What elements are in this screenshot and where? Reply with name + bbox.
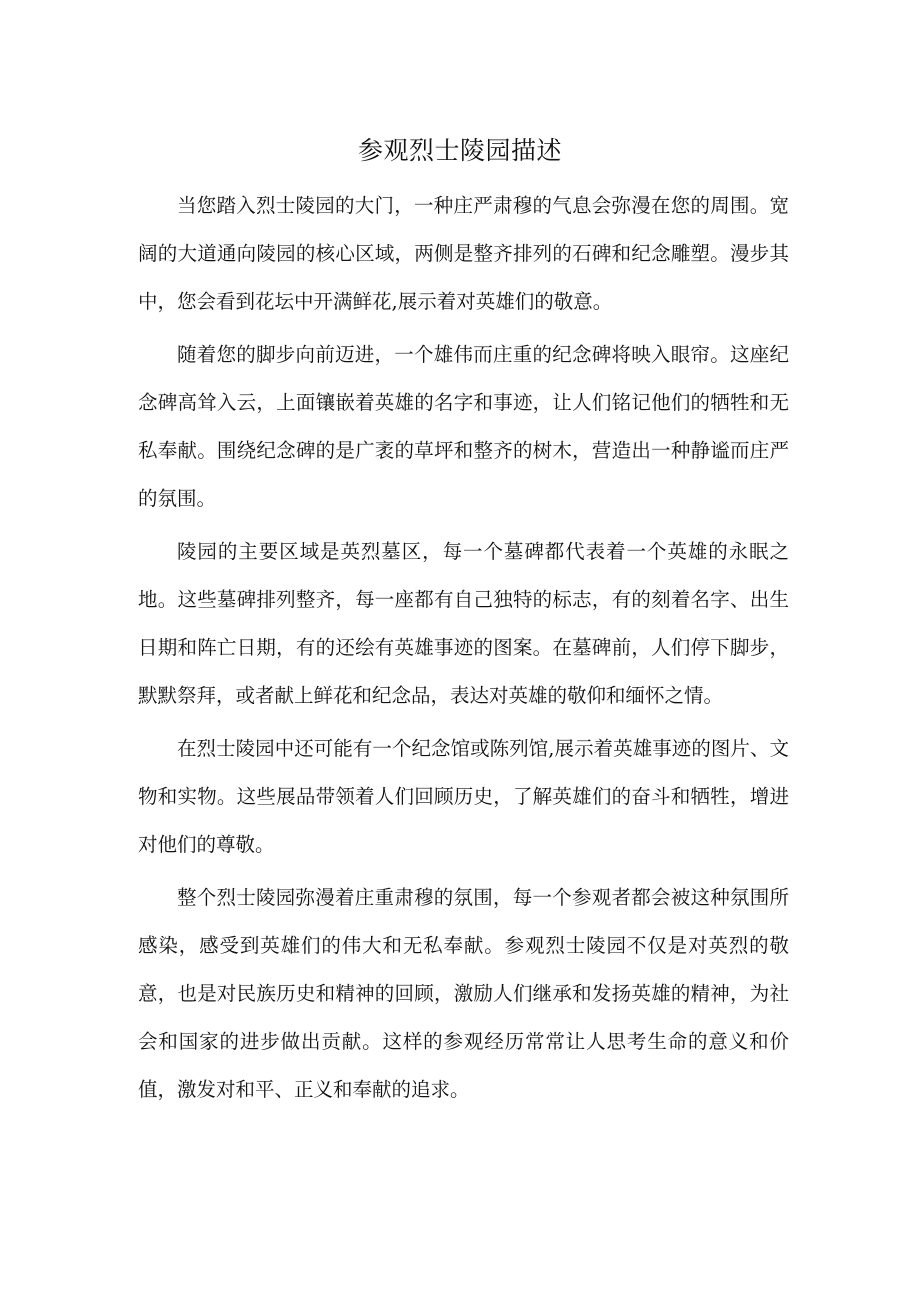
paragraph-2: 随着您的脚步向前迈进，一个雄伟而庄重的纪念碑将映入眼帘。这座纪念碑高耸入云，上面镶嵌着英雄的名字和事迹，让人们铭记他们的牺牲和无私奉献。围绕纪念碑的是广袤的草坪和整齐的树木，营造出一种静谧而庄严的氛围。 bbox=[138, 343, 789, 510]
paragraph-5: 整个烈士陵园弥漫着庄重肃穆的氛围，每一个参观者都会被这种氛围所感染，感受到英雄们的伟大和无私奉献。参观烈士陵园不仅是对英烈的敬意，也是对民族历史和精神的回顾，激励人们继承和发扬英雄的精神，为社会和国家的进步做出贡献。这样的参观经历常常让人思考生命的意义和价值，激发对和平、正义和奉献的追求。 bbox=[138, 886, 789, 1101]
paragraph-1: 当您踏入烈士陵园的大门，一种庄严肃穆的气息会弥漫在您的周围。宽阔的大道通向陵园的核心区域，两侧是整齐排列的石碑和纪念雕塑。漫步其中，您会看到花坛中开满鲜花,展示着对英雄们的敬意。 bbox=[138, 194, 789, 313]
paragraph-3: 陵园的主要区域是英烈墓区，每一个墓碑都代表着一个英雄的永眠之地。这些墓碑排列整齐，每一座都有自己独特的标志，有的刻着名字、出生日期和阵亡日期，有的还绘有英雄事迹的图案。在墓碑前，人们停下脚步，默默祭拜，或者献上鲜花和纪念品，表达对英雄的敬仰和缅怀之情。 bbox=[138, 540, 789, 707]
document-body bbox=[138, 182, 789, 1119]
document-title: 参观烈士陵园描述 bbox=[357, 136, 562, 165]
paragraph-4: 在烈士陵园中还可能有一个纪念馆或陈列馆,展示着英雄事迹的图片、文物和实物。这些展品带领着人们回顾历史，了解英雄们的奋斗和牺牲，增进对他们的尊敬。 bbox=[138, 737, 789, 856]
